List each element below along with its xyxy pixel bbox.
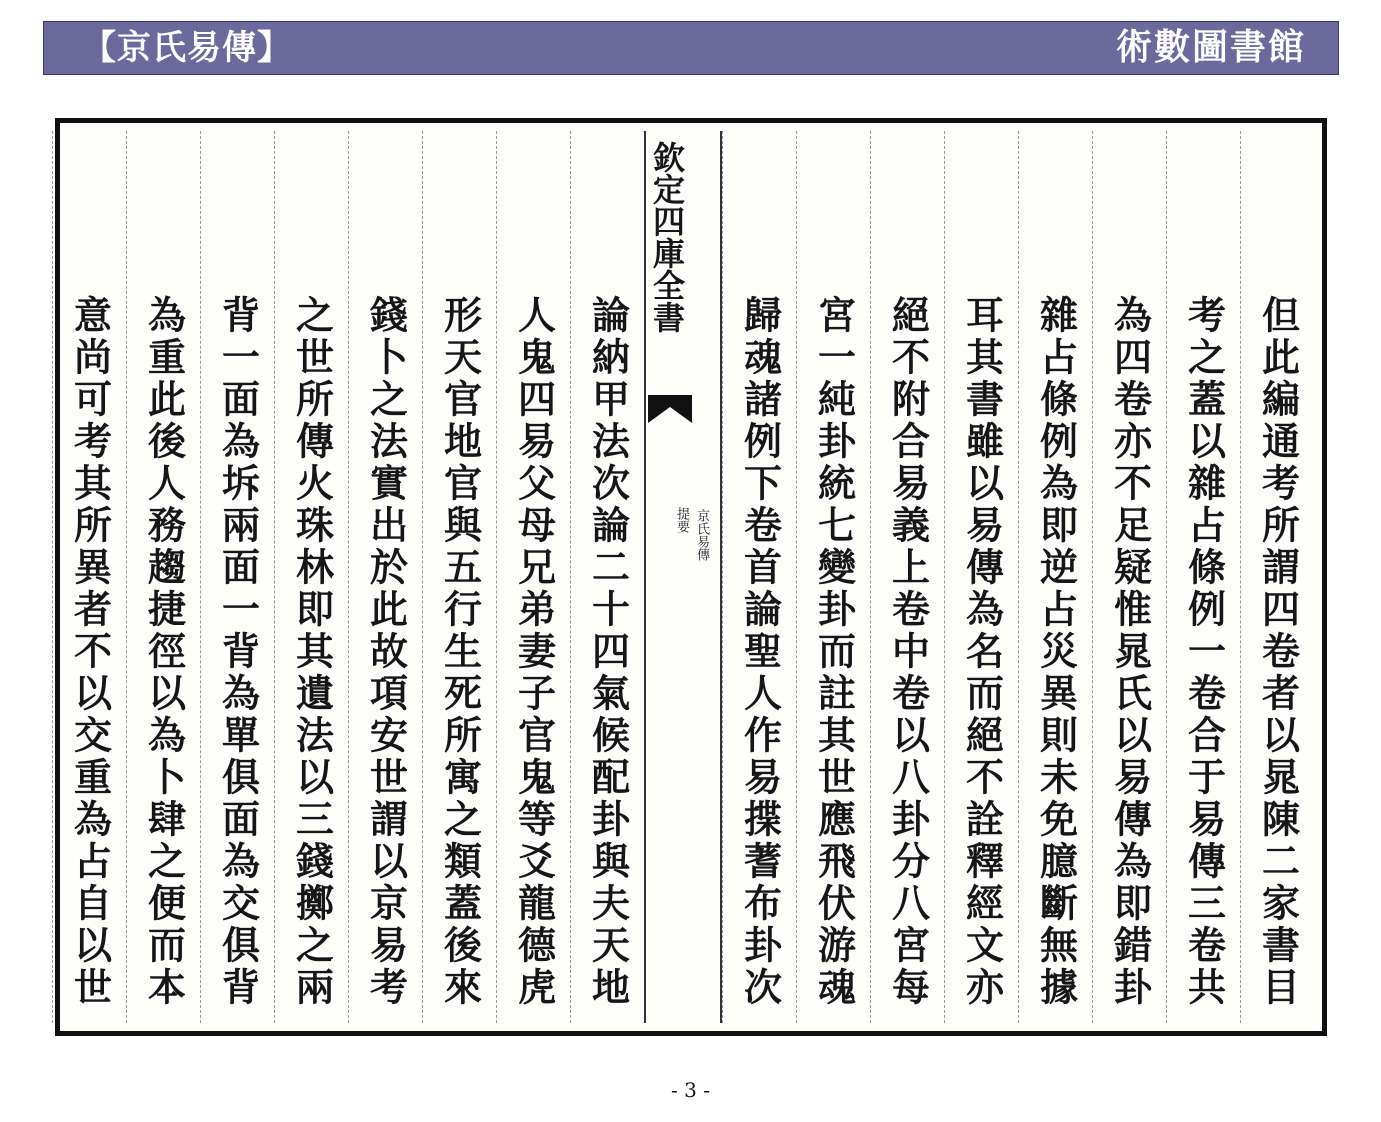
column-text: 歸魂諸例下卷首論聖人作易揲蓍布卦次 xyxy=(737,295,783,1009)
text-column xyxy=(870,131,944,1023)
column-text: 考之蓋以雜占條例一卷合于易傳三卷共 xyxy=(1181,295,1227,1009)
text-column xyxy=(722,131,796,1023)
column-text: 論納甲法次論二十四氣候配卦與夫天地 xyxy=(585,295,631,1009)
center-section-name: 提要 xyxy=(674,507,689,533)
text-column xyxy=(1166,131,1240,1023)
center-book-name: 京氏易傳 xyxy=(694,509,709,561)
center-fold xyxy=(644,131,722,1023)
column-text: 絕不附合易義上卷中卷以八卦分八宮每 xyxy=(885,295,931,1009)
book-title: 【京氏易傳】 xyxy=(82,28,292,68)
text-column xyxy=(796,131,870,1023)
header-bar xyxy=(43,21,1339,75)
text-column xyxy=(1018,131,1092,1023)
column-text: 雜占條例為即逆占災異則未免臆斷無據 xyxy=(1033,295,1079,1009)
text-column xyxy=(944,131,1018,1023)
column-text: 但此編通考所謂四卷者以晁陳二家書目 xyxy=(1255,295,1301,1009)
text-column xyxy=(1092,131,1166,1023)
column-text: 錢卜之法實出於此故項安世謂以京易考 xyxy=(363,295,409,1009)
text-column xyxy=(126,131,200,1023)
column-text: 之世所傳火珠林即其遺法以三錢擲之兩 xyxy=(289,295,335,1009)
text-column xyxy=(1240,131,1314,1023)
text-column xyxy=(496,131,570,1023)
text-column xyxy=(570,131,644,1023)
column-text: 背一面為坼兩面一背為單俱面為交俱背 xyxy=(215,295,261,1009)
scanned-page xyxy=(55,118,1327,1036)
center-title: 欽定四庫全書 xyxy=(648,141,686,333)
column-text: 形天官地官與五行生死所寓之類蓋後來 xyxy=(437,295,483,1009)
text-column xyxy=(422,131,496,1023)
fishtail-mark xyxy=(648,395,692,423)
text-columns xyxy=(68,131,1314,1023)
column-text: 為四卷亦不足疑惟晁氏以易傳為即錯卦 xyxy=(1107,295,1153,1009)
page-number: - 3 - xyxy=(671,1078,710,1102)
text-column xyxy=(52,131,126,1023)
text-column xyxy=(200,131,274,1023)
text-column xyxy=(274,131,348,1023)
text-column xyxy=(348,131,422,1023)
column-text: 意尚可考其所異者不以交重為占自以世 xyxy=(67,295,113,1009)
column-text: 為重此後人務趨捷徑以為卜肆之便而本 xyxy=(141,295,187,1009)
column-text: 耳其書雖以易傳為名而絕不詮釋經文亦 xyxy=(959,295,1005,1009)
library-name: 術數圖書館 xyxy=(1115,27,1306,68)
column-text: 人鬼四易父母兄弟妻子官鬼等爻龍德虎 xyxy=(511,295,557,1009)
column-text: 宮一純卦統七變卦而註其世應飛伏游魂 xyxy=(811,295,857,1009)
